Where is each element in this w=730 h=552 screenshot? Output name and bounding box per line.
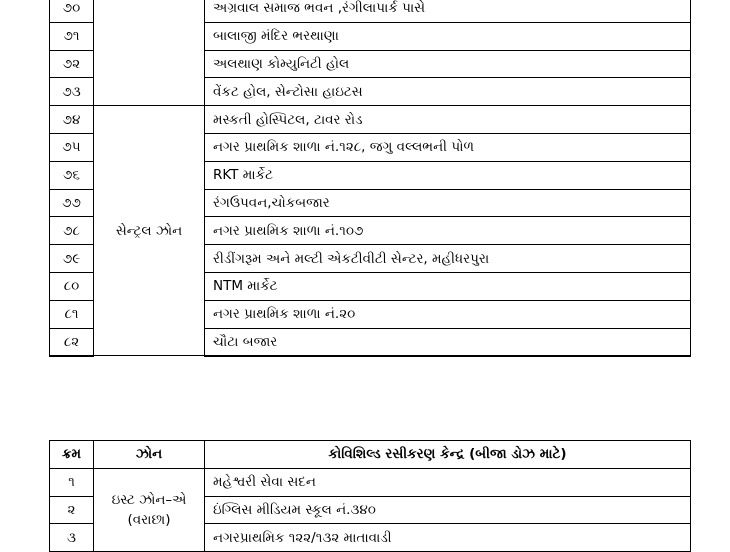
center-name: રીડીંગરૂમ અને મલ્ટી એકટીવીટી સેન્ટર, મહીધરપુરા (205, 245, 691, 273)
center-name: નગરપ્રાથમિક ૧૨૨/૧૩૨ માતાવાડી (205, 524, 691, 552)
row-number: ૩ (50, 524, 94, 552)
row-number: ૭૯ (50, 245, 94, 273)
header-center: કોવિશિલ્ડ રસીકરણ કેન્દ્ર (બીજા ડોઝ માટે) (205, 441, 691, 469)
zone-cell-empty (94, 0, 205, 106)
row-number: ૭૦ (50, 0, 94, 22)
row-number: ૭૨ (50, 50, 94, 78)
row-number: ૨ (50, 496, 94, 524)
center-name: નગર પ્રાથમિક શાળા નં.૧૨૮, જગુ વલ્લભની પોળ (205, 133, 691, 161)
row-number: ૮૨ (50, 328, 94, 356)
vaccination-centers-table-central (49, 0, 691, 357)
zone-name-line2: (વરાછા) (127, 511, 171, 528)
table-row (50, 106, 691, 134)
center-name: ઇંગ્લિસ મીડિયમ સ્કૂલ નં.૩૪૦ (205, 496, 691, 524)
row-number: ૮૧ (50, 300, 94, 328)
header-serial: ક્રમ (50, 441, 94, 469)
row-number: ૧ (50, 468, 94, 496)
row-number: ૭૬ (50, 161, 94, 189)
table-row (50, 468, 691, 496)
row-number: ૭૪ (50, 106, 94, 134)
row-number: ૭૭ (50, 189, 94, 217)
center-name: બાલાજી મંદિર ભરથાણા (205, 22, 691, 50)
header-zone: ઝોન (94, 441, 205, 469)
center-name: નગર પ્રાથમિક શાળા નં.૨૦ (205, 300, 691, 328)
vaccination-centers-table-east (49, 440, 691, 552)
zone-name (94, 468, 205, 551)
row-number: ૭૧ (50, 22, 94, 50)
table-header-row (50, 441, 691, 469)
center-name: મસ્કતી હોસ્પિટલ, ટાવર રોડ (205, 106, 691, 134)
center-name: મહેશ્વરી સેવા સદન (205, 468, 691, 496)
row-number: ૮૦ (50, 272, 94, 300)
center-name: RKT માર્કેટ (205, 161, 691, 189)
row-number: ૭૫ (50, 133, 94, 161)
zone-name: સેન્ટ્રલ ઝોન (94, 106, 205, 356)
center-name: રંગઉપવન,ચોકબજાર (205, 189, 691, 217)
center-name: નગર પ્રાથમિક શાળા નં.૧૦૭ (205, 217, 691, 245)
center-name: અલથાણ કોમ્યુનિટી હોલ (205, 50, 691, 78)
center-name: NTM માર્કેટ (205, 272, 691, 300)
center-name: ચૌટા બજાર (205, 328, 691, 356)
zone-name-line1: ઇસ્ટ ઝોન–એ (111, 491, 187, 508)
center-name: વેંકટ હોલ, સેન્ટોસા હાઇટસ (205, 78, 691, 106)
table-row (50, 0, 691, 22)
row-number: ૭૮ (50, 217, 94, 245)
center-name: અગ્રવાલ સમાજ ભવન ,રંગીલાપાર્ક પાસે (205, 0, 691, 22)
row-number: ૭૩ (50, 78, 94, 106)
